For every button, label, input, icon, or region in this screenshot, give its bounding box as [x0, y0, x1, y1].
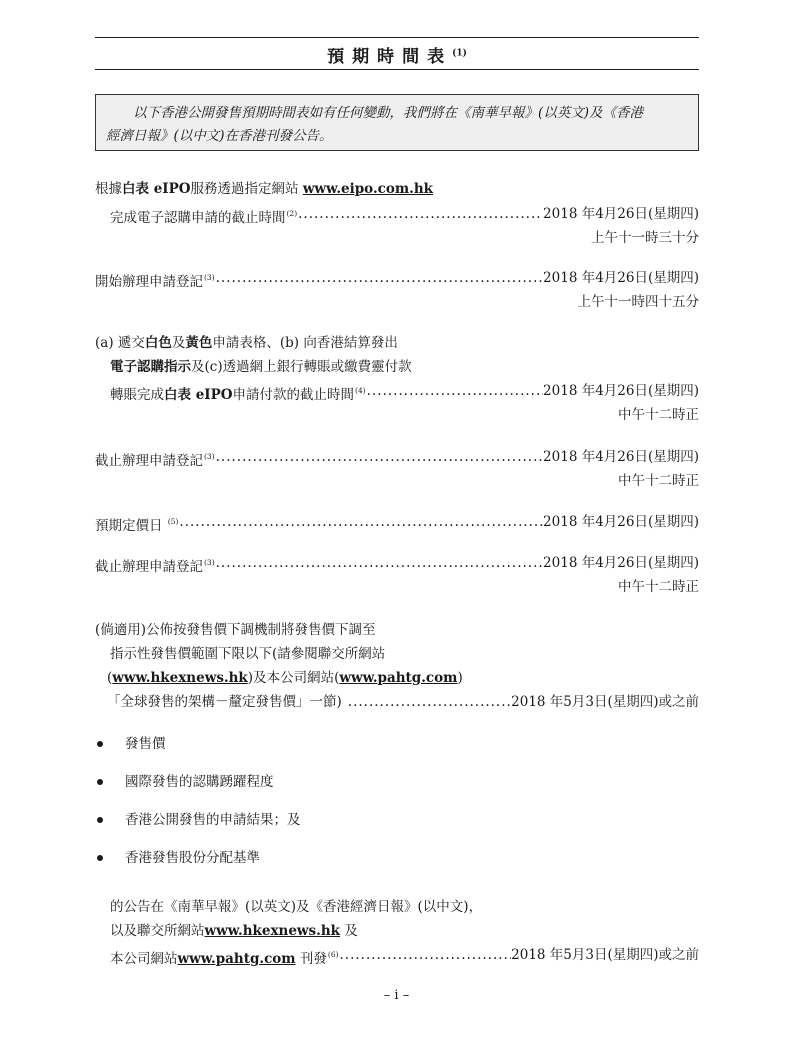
bullet-dot	[97, 855, 103, 861]
eipo-link[interactable]: www.eipo.com.hk	[302, 181, 434, 197]
eipo-time: 上午十一時三十分	[591, 230, 699, 246]
payment-deadline-row: 轉賬完成白表 eIPO申請付款的截止時間$^{(4)}$ ..... 2018 年4月26日(星期四)	[110, 381, 699, 401]
bullet-dot	[97, 779, 103, 785]
bullet-item-2: 國際發售的認購踴躍程度	[125, 774, 274, 790]
payment-time: 中午十二時正	[618, 407, 699, 423]
downward-line-2: 指示性發售價範圍下限以下(請參閱聯交所網站	[110, 646, 386, 662]
downward-line-3: (www.hkexnews.hk)及本公司網站(www.pahtg.com)	[107, 670, 463, 686]
title-underline	[95, 69, 699, 70]
eipo-deadline-row: 完成電子認購申請的截止時間$^{(2)}$ ..... 2018 年4月26日(星期四)	[110, 204, 699, 224]
eipo-heading: 根據白表 eIPO服務透過指定網站 www.eipo.com.hk	[95, 181, 434, 197]
hkexnews-link[interactable]: www.hkexnews.hk	[112, 670, 248, 686]
page-number: – i –	[383, 988, 410, 1003]
open-registration-row: 開始辦理申請登記$^{(3)}$ ..... 2018 年4月26日(星期四)	[95, 268, 699, 288]
pricing-date-row: 預期定價日 $^{(5)}$ ..... 2018 年4月26日(星期四)	[95, 512, 699, 532]
close-registration-row-2: 截止辦理申請登記$^{(3)}$ ..... 2018 年4月26日(星期四)	[95, 553, 699, 573]
page-title: 預期時間表$^{(1)}$	[327, 47, 467, 67]
downward-row: 「全球發售的架構－釐定發售價」一節) ..... 2018 年5月3日(星期四)或之前	[107, 692, 699, 712]
eipo-date: 2018 年4月26日(星期四)	[543, 206, 699, 222]
announcement-row: 本公司網站www.pahtg.com 刊發$^{(6)}$ ..... 2018 年5月3日(星期四)或之前	[110, 945, 699, 965]
payment-line-2: 電子認購指示及(c)透過網上銀行轉賬或繳費靈付款	[110, 359, 412, 375]
payment-line-1: (a) 遞交白色及黃色申請表格、(b) 向香港結算發出	[95, 335, 398, 351]
announcement-line-1: 的公告在《南華早報》(以英文)及《香港經濟日報》(以中文)，	[110, 899, 483, 915]
bullet-item-4: 香港發售股份分配基準	[125, 850, 260, 866]
hkexnews-link-2[interactable]: www.hkexnews.hk	[204, 923, 341, 939]
top-rule	[95, 37, 699, 38]
bullet-item-1: 發售價	[125, 736, 166, 752]
close-registration-time-1: 中午十二時正	[618, 473, 699, 489]
pahtg-link[interactable]: www.pahtg.com	[339, 670, 458, 686]
pahtg-link-2[interactable]: www.pahtg.com	[177, 951, 296, 967]
bullet-dot	[97, 817, 103, 823]
close-registration-time-2: 中午十二時正	[618, 579, 699, 595]
notice-box	[95, 94, 699, 151]
bullet-dot	[97, 741, 103, 747]
close-registration-row-1: 截止辦理申請登記$^{(3)}$ ..... 2018 年4月26日(星期四)	[95, 447, 699, 467]
bullet-item-3: 香港公開發售的申請結果；及	[125, 812, 301, 828]
notice-line-2: 經濟日報》(以中文)在香港刊發公告。	[106, 128, 333, 144]
announcement-line-2: 以及聯交所網站www.hkexnews.hk 及	[110, 923, 358, 939]
open-registration-time: 上午十一時四十五分	[577, 294, 699, 310]
downward-line-1: (倘適用)公佈按發售價下調機制將發售價下調至	[95, 622, 376, 638]
notice-line-1: 以下香港公開發售預期時間表如有任何變動，我們將在《南華早報》(以英文)及《香港	[133, 105, 644, 121]
